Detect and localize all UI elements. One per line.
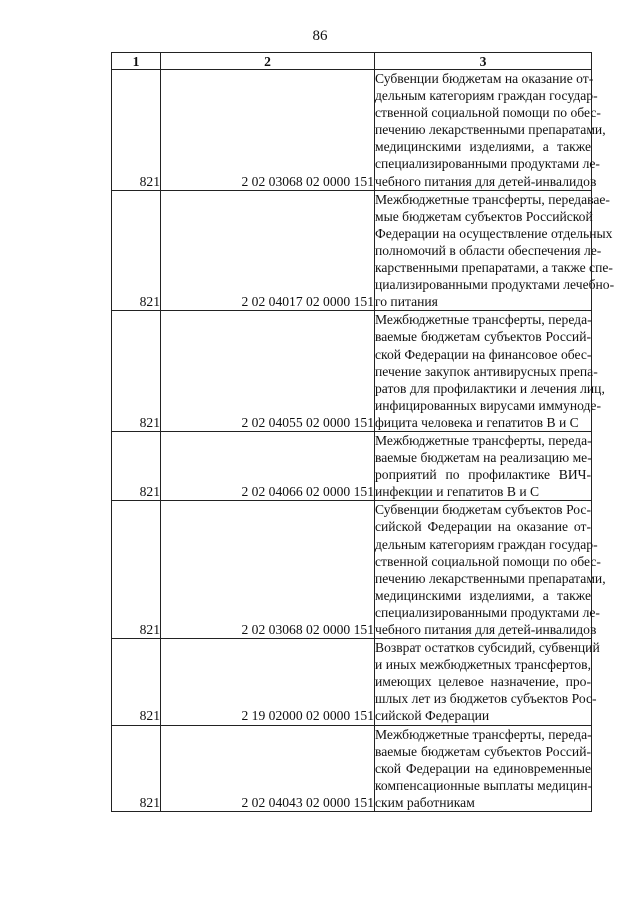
description-line: инфицированных вирусами иммуноде- <box>375 397 601 413</box>
description-line: карственными препаратами, а также спе- <box>375 260 613 276</box>
budget-code-cell: 2 02 04055 02 0000 151 <box>161 311 375 432</box>
table-row <box>112 70 592 191</box>
page-number: 86 <box>312 28 328 44</box>
description-line: мые бюджетам субъектов Российской <box>375 208 593 224</box>
description-line: го питания <box>375 294 438 310</box>
budget-code-cell: 2 02 04017 02 0000 151 <box>161 190 375 311</box>
description-line: дельным категориям граждан государ- <box>375 88 598 104</box>
description-line: компенсационные выплаты медицин- <box>375 777 593 793</box>
column-header-3: 3 <box>375 53 592 70</box>
description-line: инфекции и гепатитов В и С <box>375 484 540 500</box>
budget-classification-table <box>111 52 615 812</box>
table-row <box>112 431 592 500</box>
description-line: печению лекарственными препаратами, <box>375 122 606 138</box>
budget-code-cell: 2 02 03068 02 0000 151 <box>161 501 375 639</box>
description-line: Межбюджетные трансферты, переда- <box>375 726 592 742</box>
description-line: сийской Федерации на оказание от- <box>375 519 591 535</box>
admin-code-cell: 821 <box>112 725 161 811</box>
description-cell <box>375 431 592 500</box>
column-header-2: 2 <box>161 53 375 70</box>
description-line: специализированными продуктами ле- <box>375 604 600 620</box>
description-line: медицинскими изделиями, а также <box>375 587 591 603</box>
description-line: ваемые бюджетам субъектов Россий- <box>375 329 591 345</box>
description-line: роприятий по профилактике ВИЧ- <box>375 467 591 483</box>
description-cell <box>375 70 606 191</box>
description-line: ственной социальной помощи по обес- <box>375 553 601 569</box>
description-line: и иных межбюджетных трансфертов, <box>375 657 591 673</box>
budget-code-cell: 2 02 04043 02 0000 151 <box>161 725 375 811</box>
description-line: чебного питания для детей-инвалидов <box>375 622 597 637</box>
description-line: шлых лет из бюджетов субъектов Рос- <box>375 691 597 707</box>
description-line: печению лекарственными препаратами, <box>375 570 606 586</box>
table-header-row <box>112 53 592 70</box>
table-row <box>112 725 592 811</box>
description-line: Федерации на осуществление отдельных <box>375 225 613 241</box>
description-line: ской Федерации на финансовое обес- <box>375 346 592 362</box>
table-row <box>112 311 592 432</box>
description-line: печение закупок антивирусных препа- <box>375 363 598 379</box>
table-row <box>112 501 592 639</box>
budget-code-cell: 2 02 04066 02 0000 151 <box>161 431 375 500</box>
admin-code-cell: 821 <box>112 311 161 432</box>
description-line: полномочий в области обеспечения ле- <box>375 242 602 258</box>
description-line: дельным категориям граждан государ- <box>375 536 598 552</box>
description-line: Межбюджетные трансферты, переда- <box>375 432 592 448</box>
description-line: имеющих целевое назначение, про- <box>375 674 591 690</box>
description-cell <box>375 725 592 811</box>
admin-code-cell: 821 <box>112 431 161 500</box>
description-line: ваемые бюджетам субъектов Россий- <box>375 743 591 759</box>
description-line: специализированными продуктами ле- <box>375 156 600 172</box>
description-line: сийской Федерации <box>375 708 490 724</box>
description-cell <box>375 311 605 432</box>
description-line: Возврат остатков субсидий, субвенций <box>375 640 600 656</box>
admin-code-cell: 821 <box>112 501 161 639</box>
description-line: чебного питания для детей-инвалидов <box>375 173 597 189</box>
description-line: Субвенции бюджетам на оказание от- <box>375 71 594 86</box>
description-cell <box>375 639 600 725</box>
description-line: циализированными продуктами лечебно- <box>375 277 615 293</box>
description-cell <box>375 190 615 311</box>
budget-code-cell: 2 02 03068 02 0000 151 <box>161 70 375 191</box>
table-row <box>112 639 592 725</box>
admin-code-cell: 821 <box>112 190 161 311</box>
table-row <box>112 190 592 311</box>
budget-code-cell: 2 19 02000 02 0000 151 <box>161 639 375 725</box>
description-line: ской Федерации на единовременные <box>375 760 591 776</box>
description-line: Межбюджетные трансферты, передавае- <box>375 191 610 207</box>
description-line: ваемые бюджетам на реализацию ме- <box>375 450 592 466</box>
description-cell <box>375 501 606 639</box>
column-header-1: 1 <box>112 53 161 70</box>
description-line: медицинскими изделиями, а также <box>375 139 591 155</box>
description-line: ским работникам <box>375 794 475 810</box>
description-line: Межбюджетные трансферты, переда- <box>375 312 592 328</box>
admin-code-cell: 821 <box>112 639 161 725</box>
description-line: Субвенции бюджетам субъектов Рос- <box>375 502 591 518</box>
admin-code-cell: 821 <box>112 70 161 191</box>
description-line: ственной социальной помощи по обес- <box>375 105 601 121</box>
description-line: ратов для профилактики и лечения лиц, <box>375 380 605 396</box>
description-line: фицита человека и гепатитов В и С <box>375 414 579 430</box>
